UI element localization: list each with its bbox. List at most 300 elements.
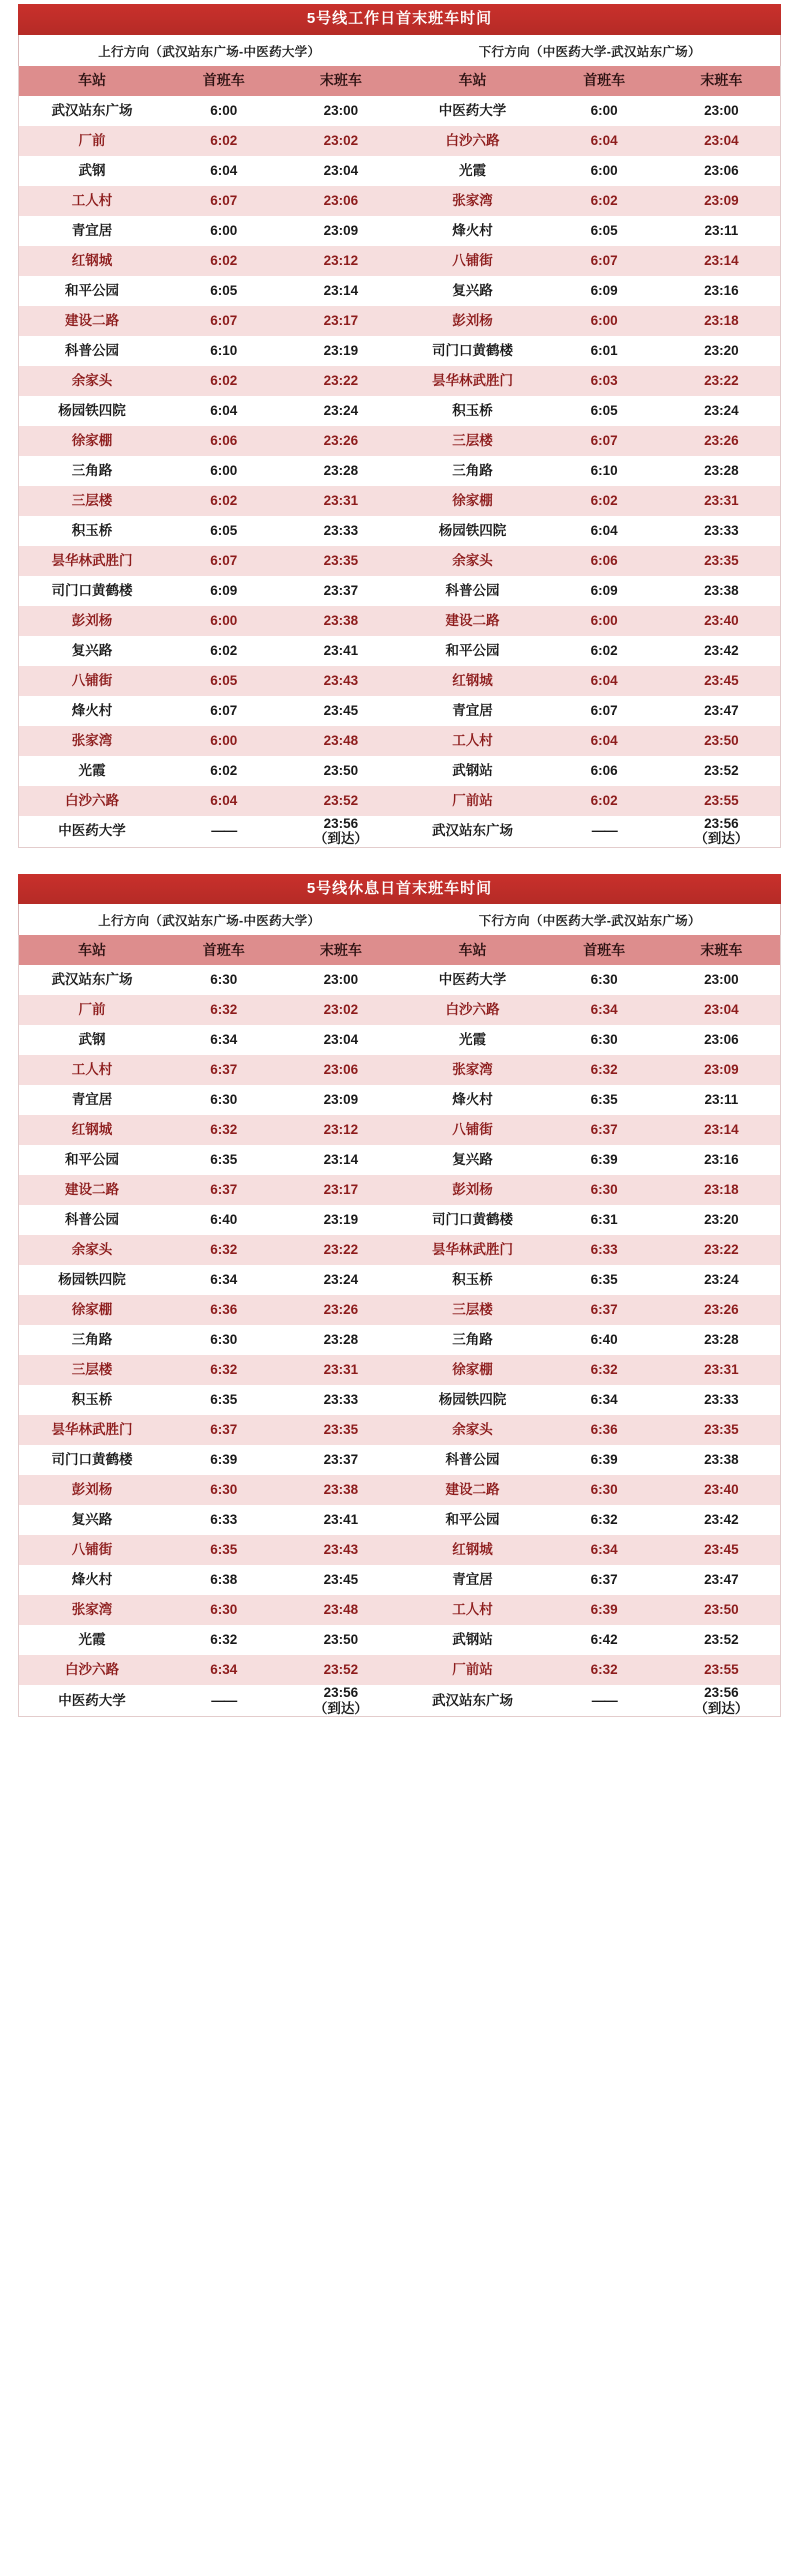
cell-first-train-up: 6:34 (165, 1655, 282, 1685)
cell-last-train-up: 23:48 (282, 726, 399, 756)
cell-first-train-up: 6:09 (165, 576, 282, 606)
table-row (19, 1475, 780, 1505)
cell-station-up: 科普公园 (19, 336, 165, 366)
table-row (19, 1535, 780, 1565)
table-row (19, 1445, 780, 1475)
cell-station-up: 光霞 (19, 756, 165, 786)
cell-last-train-up: 23:00 (282, 96, 399, 126)
table-row (19, 995, 780, 1025)
cell-station-up: 杨园铁四院 (19, 1265, 165, 1295)
cell-station-up: 厂前 (19, 995, 165, 1025)
col-first-up: 首班车 (165, 66, 282, 96)
cell-first-train-up: 6:33 (165, 1505, 282, 1535)
cell-station-down: 红钢城 (399, 1535, 545, 1565)
cell-first-train-up: 6:32 (165, 1115, 282, 1145)
cell-last-train-down: 23:35 (663, 1415, 780, 1445)
table-row (19, 486, 780, 516)
cell-first-train-down: 6:09 (546, 276, 663, 306)
cell-station-down: 光霞 (399, 156, 545, 186)
cell-station-down: 司门口黄鹤楼 (399, 336, 545, 366)
weekend-direction-up: 上行方向（武汉站东广场-中医药大学） (98, 914, 321, 929)
cell-last-train-up: 23:48 (282, 1595, 399, 1625)
cell-station-up: 司门口黄鹤楼 (19, 1445, 165, 1475)
cell-station-up: 厂前 (19, 126, 165, 156)
cell-last-train-down: 23:22 (663, 366, 780, 396)
col-station-down: 车站 (399, 935, 545, 965)
cell-first-train-up: 6:07 (165, 186, 282, 216)
cell-station-up: 余家头 (19, 1235, 165, 1265)
cell-last-train-down: 23:47 (663, 1565, 780, 1595)
cell-last-train-up: 23:00 (282, 965, 399, 995)
cell-station-up: 复兴路 (19, 636, 165, 666)
cell-first-train-down: 6:35 (546, 1265, 663, 1295)
cell-station-up: 烽火村 (19, 1565, 165, 1595)
weekday-table-body (19, 96, 780, 847)
cell-last-train-up: 23:02 (282, 126, 399, 156)
cell-station-up: 白沙六路 (19, 1655, 165, 1685)
cell-last-train-down: 23:42 (663, 1505, 780, 1535)
cell-last-train-up: 23:12 (282, 246, 399, 276)
cell-station-up: 昙华林武胜门 (19, 1415, 165, 1445)
cell-last-train-up: 23:26 (282, 1295, 399, 1325)
table-row (19, 1205, 780, 1235)
weekday-direction-bar (18, 35, 781, 66)
cell-station-up: 建设二路 (19, 1175, 165, 1205)
cell-last-train-up: 23:37 (282, 576, 399, 606)
cell-last-train-up: 23:38 (282, 606, 399, 636)
cell-last-train-up: 23:26 (282, 426, 399, 456)
cell-last-train-up: 23:19 (282, 1205, 399, 1235)
table-row (19, 1385, 780, 1415)
cell-station-down: 三层楼 (399, 426, 545, 456)
table-row (19, 1655, 780, 1685)
cell-last-train-down: 23:26 (663, 1295, 780, 1325)
cell-station-up: 三角路 (19, 456, 165, 486)
cell-first-train-down: 6:32 (546, 1505, 663, 1535)
col-last-up: 末班车 (282, 935, 399, 965)
cell-last-train-up: 23:28 (282, 456, 399, 486)
table-row (19, 276, 780, 306)
cell-last-train-down: 23:16 (663, 276, 780, 306)
cell-last-train-up: 23:35 (282, 546, 399, 576)
cell-last-train-up: 23:38 (282, 1475, 399, 1505)
table-row (19, 186, 780, 216)
table-row (19, 546, 780, 576)
cell-last-train-up: 23:31 (282, 486, 399, 516)
cell-first-train-up: 6:04 (165, 156, 282, 186)
cell-last-train-down: 23:16 (663, 1145, 780, 1175)
cell-station-down: 彭刘杨 (399, 306, 545, 336)
cell-last-train-down: 23:11 (663, 216, 780, 246)
cell-station-down: 杨园铁四院 (399, 516, 545, 546)
col-first-up: 首班车 (165, 935, 282, 965)
cell-station-down: 建设二路 (399, 1475, 545, 1505)
cell-last-train-down: 23:06 (663, 156, 780, 186)
cell-first-train-down: 6:06 (546, 546, 663, 576)
cell-station-down: 中医药大学 (399, 96, 545, 126)
cell-last-train-up: 23:17 (282, 1175, 399, 1205)
cell-first-train-down: 6:34 (546, 995, 663, 1025)
table-row (19, 366, 780, 396)
cell-first-train-up: 6:32 (165, 995, 282, 1025)
cell-first-train-down: 6:07 (546, 696, 663, 726)
table-row (19, 1175, 780, 1205)
table-row (19, 1055, 780, 1085)
cell-last-train-up: 23:41 (282, 1505, 399, 1535)
cell-station-down: 八铺街 (399, 1115, 545, 1145)
cell-first-train-up: 6:36 (165, 1295, 282, 1325)
cell-station-up: 光霞 (19, 1625, 165, 1655)
table-row (19, 636, 780, 666)
table-row (19, 1685, 780, 1716)
weekday-timetable-block (18, 4, 781, 848)
table-row (19, 1085, 780, 1115)
cell-first-train-up: 6:00 (165, 456, 282, 486)
cell-last-train-up: 23:06 (282, 1055, 399, 1085)
cell-last-train-down: 23:18 (663, 306, 780, 336)
cell-first-train-down: 6:01 (546, 336, 663, 366)
cell-station-up: 工人村 (19, 1055, 165, 1085)
cell-station-up: 工人村 (19, 186, 165, 216)
cell-last-train-up: 23:09 (282, 1085, 399, 1115)
cell-last-train-down: 23:06 (663, 1025, 780, 1055)
cell-first-train-down: 6:00 (546, 96, 663, 126)
weekend-direction-bar (18, 904, 781, 935)
cell-last-train-up: 23:50 (282, 756, 399, 786)
table-row (19, 1415, 780, 1445)
cell-station-up: 徐家棚 (19, 1295, 165, 1325)
cell-first-train-up: 6:35 (165, 1145, 282, 1175)
cell-first-train-down: 6:00 (546, 156, 663, 186)
cell-station-down: 烽火村 (399, 216, 545, 246)
cell-last-train-up: 23:33 (282, 1385, 399, 1415)
cell-first-train-up: 6:37 (165, 1415, 282, 1445)
cell-station-down: 徐家棚 (399, 1355, 545, 1385)
cell-first-train-down: 6:04 (546, 516, 663, 546)
cell-first-train-up: 6:02 (165, 126, 282, 156)
table-row (19, 456, 780, 486)
table-row (19, 1505, 780, 1535)
cell-first-train-up: 6:02 (165, 756, 282, 786)
cell-last-train-up: 23:09 (282, 216, 399, 246)
col-station-up: 车站 (19, 66, 165, 96)
cell-last-train-down: 23:20 (663, 336, 780, 366)
cell-first-train-down: 6:07 (546, 246, 663, 276)
cell-last-train-up: 23:24 (282, 1265, 399, 1295)
cell-station-down: 三角路 (399, 1325, 545, 1355)
cell-first-train-up: 6:30 (165, 1475, 282, 1505)
col-station-down: 车站 (399, 66, 545, 96)
cell-station-up: 烽火村 (19, 696, 165, 726)
cell-station-up: 八铺街 (19, 666, 165, 696)
table-row (19, 1565, 780, 1595)
weekend-header-row (19, 935, 780, 965)
cell-first-train-up: —— (165, 1685, 282, 1716)
cell-station-up: 青宜居 (19, 216, 165, 246)
cell-first-train-up: 6:06 (165, 426, 282, 456)
cell-last-train-down: 23:09 (663, 186, 780, 216)
weekday-direction-up: 上行方向（武汉站东广场-中医药大学） (98, 44, 321, 59)
table-row (19, 126, 780, 156)
col-first-down: 首班车 (546, 66, 663, 96)
cell-station-up: 八铺街 (19, 1535, 165, 1565)
weekday-title: 5号线工作日首末班车时间 (18, 4, 781, 35)
cell-first-train-up: 6:38 (165, 1565, 282, 1595)
cell-first-train-up: 6:04 (165, 786, 282, 816)
weekend-title: 5号线休息日首末班车时间 (18, 874, 781, 905)
cell-last-train-up: 23:22 (282, 1235, 399, 1265)
cell-last-train-down: 23:24 (663, 1265, 780, 1295)
cell-first-train-down: 6:31 (546, 1205, 663, 1235)
cell-last-train-down: 23:04 (663, 126, 780, 156)
table-row (19, 1325, 780, 1355)
cell-last-train-down: 23:55 (663, 1655, 780, 1685)
cell-station-up: 青宜居 (19, 1085, 165, 1115)
cell-last-train-up: 23:33 (282, 516, 399, 546)
cell-first-train-up: 6:05 (165, 516, 282, 546)
cell-first-train-down: 6:02 (546, 186, 663, 216)
cell-station-up: 张家湾 (19, 726, 165, 756)
cell-first-train-up: 6:30 (165, 1595, 282, 1625)
table-row (19, 726, 780, 756)
table-row (19, 1355, 780, 1385)
cell-last-train-down: 23:11 (663, 1085, 780, 1115)
cell-station-up: 徐家棚 (19, 426, 165, 456)
cell-last-train-up: 23:52 (282, 1655, 399, 1685)
cell-station-up: 积玉桥 (19, 516, 165, 546)
cell-last-train-down: 23:55 (663, 786, 780, 816)
cell-first-train-down: 6:04 (546, 126, 663, 156)
cell-station-down: 科普公园 (399, 576, 545, 606)
cell-first-train-up: 6:00 (165, 606, 282, 636)
table-row (19, 965, 780, 995)
cell-first-train-down: 6:05 (546, 216, 663, 246)
cell-first-train-down: 6:34 (546, 1385, 663, 1415)
cell-last-train-up: 23:22 (282, 366, 399, 396)
cell-first-train-down: 6:04 (546, 726, 663, 756)
cell-station-down: 白沙六路 (399, 995, 545, 1025)
cell-last-train-down: 23:40 (663, 1475, 780, 1505)
cell-station-up: 中医药大学 (19, 816, 165, 847)
cell-station-up: 余家头 (19, 366, 165, 396)
cell-last-train-down: 23:56 （到达） (663, 1685, 780, 1716)
cell-first-train-up: 6:07 (165, 696, 282, 726)
cell-station-down: 武汉站东广场 (399, 816, 545, 847)
cell-first-train-up: 6:00 (165, 96, 282, 126)
cell-station-up: 积玉桥 (19, 1385, 165, 1415)
cell-last-train-up: 23:12 (282, 1115, 399, 1145)
cell-last-train-down: 23:22 (663, 1235, 780, 1265)
cell-station-down: 积玉桥 (399, 1265, 545, 1295)
cell-station-down: 中医药大学 (399, 965, 545, 995)
cell-first-train-up: 6:34 (165, 1025, 282, 1055)
cell-first-train-down: 6:04 (546, 666, 663, 696)
cell-last-train-down: 23:40 (663, 606, 780, 636)
cell-first-train-down: 6:32 (546, 1355, 663, 1385)
cell-last-train-down: 23:20 (663, 1205, 780, 1235)
cell-first-train-down: —— (546, 1685, 663, 1716)
cell-station-down: 张家湾 (399, 186, 545, 216)
cell-first-train-up: 6:35 (165, 1385, 282, 1415)
table-row (19, 246, 780, 276)
col-station-up: 车站 (19, 935, 165, 965)
cell-first-train-up: —— (165, 816, 282, 847)
cell-last-train-down: 23:38 (663, 1445, 780, 1475)
cell-station-down: 工人村 (399, 1595, 545, 1625)
cell-station-up: 和平公园 (19, 276, 165, 306)
cell-last-train-down: 23:00 (663, 96, 780, 126)
cell-station-down: 光霞 (399, 1025, 545, 1055)
cell-station-up: 司门口黄鹤楼 (19, 576, 165, 606)
cell-first-train-down: 6:02 (546, 636, 663, 666)
cell-station-down: 八铺街 (399, 246, 545, 276)
cell-station-up: 科普公园 (19, 1205, 165, 1235)
cell-station-down: 白沙六路 (399, 126, 545, 156)
cell-last-train-down: 23:50 (663, 1595, 780, 1625)
cell-station-up: 昙华林武胜门 (19, 546, 165, 576)
cell-last-train-down: 23:31 (663, 1355, 780, 1385)
cell-station-up: 彭刘杨 (19, 606, 165, 636)
cell-last-train-down: 23:50 (663, 726, 780, 756)
weekend-timetable-block (18, 874, 781, 1718)
cell-station-down: 徐家棚 (399, 486, 545, 516)
table-row (19, 696, 780, 726)
cell-last-train-up: 23:31 (282, 1355, 399, 1385)
cell-first-train-up: 6:34 (165, 1265, 282, 1295)
cell-first-train-down: 6:09 (546, 576, 663, 606)
cell-first-train-down: 6:32 (546, 1655, 663, 1685)
cell-first-train-down: 6:30 (546, 1475, 663, 1505)
cell-first-train-down: 6:10 (546, 456, 663, 486)
cell-first-train-up: 6:37 (165, 1175, 282, 1205)
cell-station-down: 积玉桥 (399, 396, 545, 426)
cell-last-train-up: 23:04 (282, 1025, 399, 1055)
cell-last-train-down: 23:33 (663, 1385, 780, 1415)
cell-last-train-down: 23:26 (663, 426, 780, 456)
cell-station-up: 武汉站东广场 (19, 965, 165, 995)
cell-first-train-down: 6:39 (546, 1145, 663, 1175)
cell-first-train-down: 6:42 (546, 1625, 663, 1655)
cell-first-train-up: 6:02 (165, 486, 282, 516)
cell-first-train-down: —— (546, 816, 663, 847)
cell-station-up: 红钢城 (19, 246, 165, 276)
table-row (19, 576, 780, 606)
cell-station-down: 工人村 (399, 726, 545, 756)
cell-first-train-up: 6:00 (165, 726, 282, 756)
cell-last-train-down: 23:35 (663, 546, 780, 576)
cell-first-train-down: 6:39 (546, 1595, 663, 1625)
cell-first-train-up: 6:39 (165, 1445, 282, 1475)
table-row (19, 1145, 780, 1175)
cell-last-train-down: 23:14 (663, 1115, 780, 1145)
cell-last-train-up: 23:56 （到达） (282, 816, 399, 847)
cell-station-down: 烽火村 (399, 1085, 545, 1115)
cell-station-down: 和平公园 (399, 636, 545, 666)
cell-last-train-up: 23:19 (282, 336, 399, 366)
cell-station-down: 杨园铁四院 (399, 1385, 545, 1415)
cell-last-train-up: 23:14 (282, 276, 399, 306)
cell-last-train-up: 23:50 (282, 1625, 399, 1655)
cell-station-down: 青宜居 (399, 696, 545, 726)
cell-last-train-down: 23:47 (663, 696, 780, 726)
cell-last-train-up: 23:52 (282, 786, 399, 816)
cell-station-down: 红钢城 (399, 666, 545, 696)
col-last-up: 末班车 (282, 66, 399, 96)
cell-last-train-down: 23:00 (663, 965, 780, 995)
cell-station-down: 科普公园 (399, 1445, 545, 1475)
cell-station-up: 建设二路 (19, 306, 165, 336)
cell-station-down: 武钢站 (399, 1625, 545, 1655)
cell-station-up: 张家湾 (19, 1595, 165, 1625)
cell-first-train-down: 6:36 (546, 1415, 663, 1445)
cell-station-up: 红钢城 (19, 1115, 165, 1145)
cell-first-train-down: 6:35 (546, 1085, 663, 1115)
col-last-down: 末班车 (663, 935, 780, 965)
cell-station-up: 三角路 (19, 1325, 165, 1355)
cell-first-train-down: 6:34 (546, 1535, 663, 1565)
table-row (19, 306, 780, 336)
cell-station-down: 张家湾 (399, 1055, 545, 1085)
cell-station-down: 三角路 (399, 456, 545, 486)
cell-last-train-up: 23:43 (282, 666, 399, 696)
cell-first-train-up: 6:40 (165, 1205, 282, 1235)
cell-station-up: 三层楼 (19, 1355, 165, 1385)
cell-first-train-up: 6:32 (165, 1625, 282, 1655)
cell-first-train-down: 6:37 (546, 1295, 663, 1325)
cell-last-train-up: 23:41 (282, 636, 399, 666)
cell-last-train-up: 23:06 (282, 186, 399, 216)
cell-last-train-up: 23:37 (282, 1445, 399, 1475)
table-row (19, 216, 780, 246)
table-row (19, 1595, 780, 1625)
cell-first-train-up: 6:00 (165, 216, 282, 246)
cell-last-train-up: 23:17 (282, 306, 399, 336)
cell-first-train-up: 6:04 (165, 396, 282, 426)
cell-last-train-down: 23:09 (663, 1055, 780, 1085)
cell-station-down: 昙华林武胜门 (399, 366, 545, 396)
table-row (19, 1295, 780, 1325)
cell-first-train-down: 6:37 (546, 1115, 663, 1145)
table-row (19, 156, 780, 186)
col-first-down: 首班车 (546, 935, 663, 965)
cell-station-up: 武钢 (19, 1025, 165, 1055)
cell-station-down: 建设二路 (399, 606, 545, 636)
cell-last-train-down: 23:28 (663, 1325, 780, 1355)
weekday-direction-down: 下行方向（中医药大学-武汉站东广场） (478, 44, 701, 59)
cell-station-down: 复兴路 (399, 1145, 545, 1175)
cell-first-train-up: 6:30 (165, 1085, 282, 1115)
cell-last-train-down: 23:04 (663, 995, 780, 1025)
cell-first-train-down: 6:30 (546, 965, 663, 995)
cell-first-train-up: 6:30 (165, 1325, 282, 1355)
cell-first-train-down: 6:39 (546, 1445, 663, 1475)
cell-station-down: 三层楼 (399, 1295, 545, 1325)
cell-first-train-up: 6:02 (165, 636, 282, 666)
cell-last-train-down: 23:52 (663, 1625, 780, 1655)
cell-first-train-down: 6:30 (546, 1175, 663, 1205)
cell-first-train-down: 6:00 (546, 306, 663, 336)
table-row (19, 606, 780, 636)
cell-first-train-down: 6:00 (546, 606, 663, 636)
table-row (19, 1265, 780, 1295)
cell-last-train-up: 23:14 (282, 1145, 399, 1175)
table-row (19, 426, 780, 456)
cell-station-up: 白沙六路 (19, 786, 165, 816)
cell-first-train-up: 6:05 (165, 276, 282, 306)
table-row (19, 786, 780, 816)
cell-last-train-up: 23:43 (282, 1535, 399, 1565)
weekend-direction-down: 下行方向（中医药大学-武汉站东广场） (478, 914, 701, 929)
